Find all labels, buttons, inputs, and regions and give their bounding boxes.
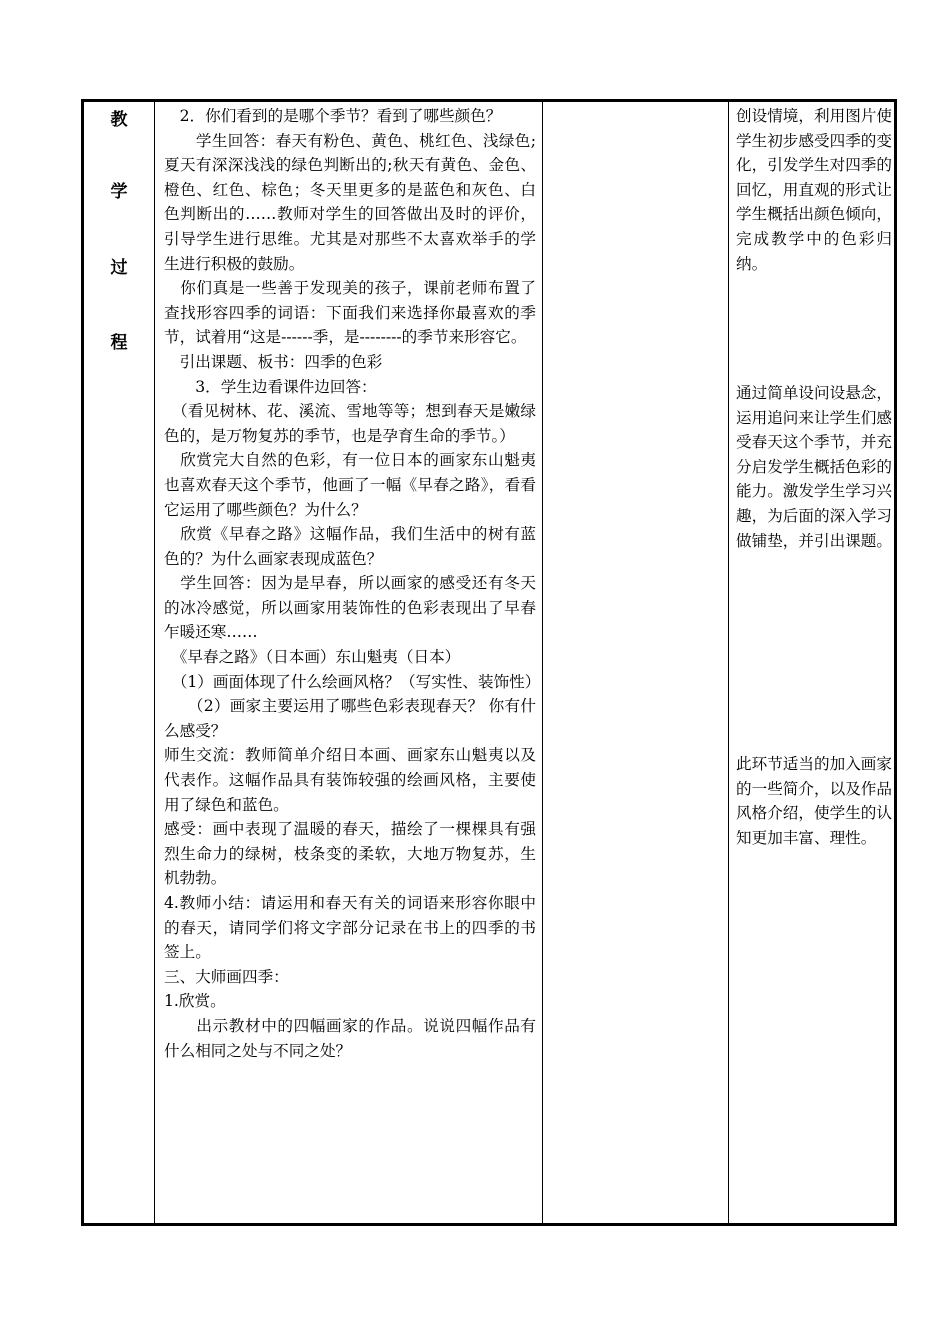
process-paragraph: 3．学生边看课件边回答： bbox=[164, 377, 377, 396]
process-paragraph: 你们真是一些善于发现美的孩子，课前老师布置了查找形容四季的词语：下面我们来选择你最喜欢的季节，试着用“这是------季，是--------的季节来形容它。 bbox=[164, 279, 536, 347]
process-paragraph: （看见树林、花、溪流、雪地等等；想到春天是嫩绿色的，是万物复苏的季节，也是孕育生命的季节。） bbox=[164, 402, 536, 445]
process-paragraph: （1）画面体现了什么绘画风格？（写实性、装饰性） bbox=[164, 672, 541, 691]
process-paragraph: 2．你们看到的是哪个季节？看到了哪些颜色？ bbox=[164, 107, 502, 125]
stage-label-char: 过 bbox=[110, 258, 128, 278]
column-divider-2 bbox=[542, 102, 543, 1223]
teaching-process-text bbox=[164, 104, 541, 1063]
process-paragraph: 三、大师画四季： bbox=[164, 967, 289, 986]
process-paragraph: 引出课题、板书：四季的色彩 bbox=[164, 352, 383, 371]
stage-label-char: 程 bbox=[110, 333, 128, 353]
process-paragraph: 欣赏《早春之路》这幅作品，我们生活中的树有蓝色的？为什么画家表现成蓝色？ bbox=[164, 525, 536, 568]
design-note-2 bbox=[736, 381, 892, 553]
process-paragraph: 《早春之路》（日本画）东山魁夷（日本） bbox=[164, 648, 461, 667]
stage-label-char: 教 bbox=[110, 110, 128, 130]
stage-label-char: 学 bbox=[110, 182, 128, 202]
design-note-text: 通过简单设问设悬念，运用追问来让学生们感受春天这个季节，并充分启发学生概括色彩的能力。激发学生学习兴趣，为后面的深入学习做铺垫，并引出课题。 bbox=[736, 384, 892, 550]
column-divider-1 bbox=[154, 102, 155, 1223]
process-paragraph: 学生回答：因为是早春，所以画家的感受还有冬天的冰冷感觉，所以画家用装饰性的色彩表现出了早春乍暖还寒…… bbox=[164, 574, 536, 642]
process-paragraph: 出示教材中的四幅画家的作品。说说四幅作品有什么相同之处与不同之处？ bbox=[164, 1016, 536, 1060]
column-divider-3 bbox=[728, 102, 729, 1223]
process-paragraph: 4.教师小结：请运用和春天有关的词语来形容你眼中的春天，请同学们将文字部分记录在书上的四季的书签上。 bbox=[164, 894, 536, 962]
process-paragraph: 感受：画中表现了温暖的春天，描绘了一棵棵具有强烈生命力的绿树，枝条变的柔软，大地万物复苏，生机勃勃。 bbox=[164, 820, 536, 888]
design-note-1 bbox=[736, 104, 892, 276]
process-paragraph: 欣赏完大自然的色彩，有一位日本的画家东山魁夷也喜欢春天这个季节，他画了一幅《早春之路》，看看它运用了哪些颜色？为什么？ bbox=[164, 451, 536, 519]
design-note-text: 创设情境，利用图片使学生初步感受四季的变化，引发学生对四季的回忆，用直观的形式让学生概括出颜色倾向，完成教学中的色彩归纳。 bbox=[736, 107, 892, 273]
lesson-plan-table bbox=[81, 99, 897, 1226]
process-paragraph: 1.欣赏。 bbox=[164, 992, 226, 1011]
design-note-3 bbox=[736, 752, 892, 850]
design-note-text: 此环节适当的加入画家的一些简介，以及作品风格介绍，使学生的认知更加丰富、理性。 bbox=[736, 755, 892, 847]
process-paragraph: 师生交流：教师简单介绍日本画、画家东山魁夷以及代表作。这幅作品具有装饰较强的绘画风格，主要使用了绿色和蓝色。 bbox=[164, 746, 536, 814]
process-paragraph: 学生回答：春天有粉色、黄色、桃红色、浅绿色;夏天有深深浅浅的绿色判断出的;秋天有黄色、金色、橙色、红色、棕色；冬天里更多的是蓝色和灰色、白色判断出的……教师对学生的回答做出及时的评价，引导学生进行思维。尤其是对那些不太喜欢举手的学生进行积极的鼓励。 bbox=[164, 131, 536, 273]
process-paragraph: （2）画家主要运用了哪些色彩表现春天？ 你有什么感受？ bbox=[164, 697, 536, 740]
